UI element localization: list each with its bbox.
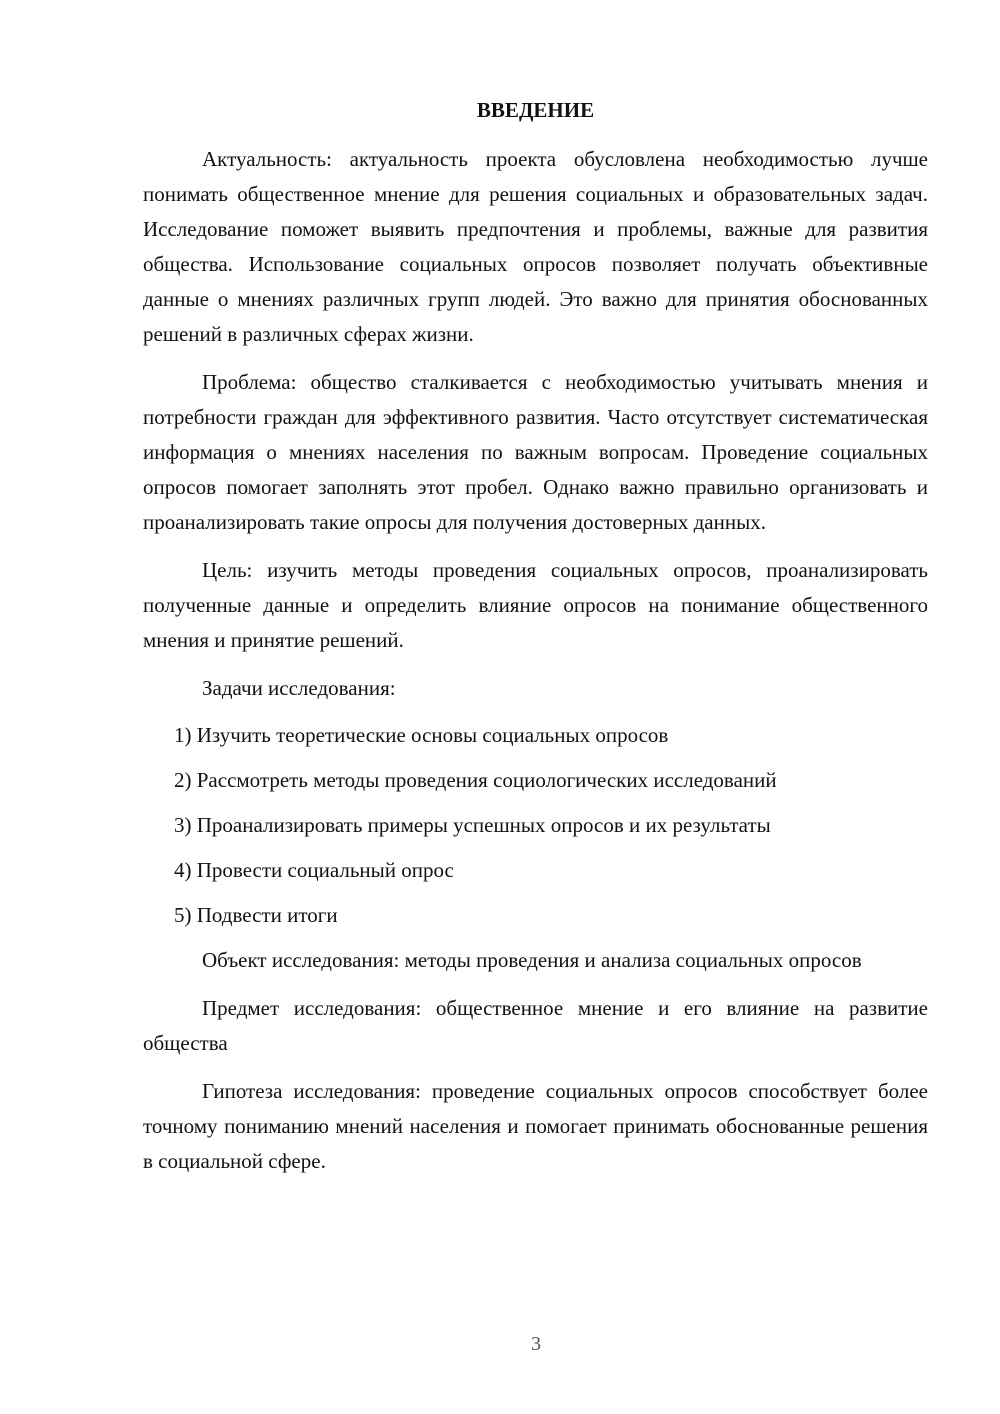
- paragraph-object: Объект исследования: методы проведения и анализа социальных опросов: [202, 948, 862, 972]
- paragraph-subject: Предмет исследования: общественное мнение и его влияние на развитие общества: [143, 996, 928, 1055]
- list-item: 4) Провести социальный опрос: [174, 858, 454, 882]
- paragraph-relevance: Актуальность: актуальность проекта обусловлена необходимостью лучше понимать общественное мнение для решения социальных и образовательных задач. Исследование поможет выявить предпочтения и проблемы, важные для развития общества. Использование социальных опросов позволяет получать объективные данные о мнениях различных групп людей. Это важно для принятия обоснованных решений в различных сферах жизни.: [143, 147, 928, 346]
- paragraph-hypothesis: Гипотеза исследования: проведение социальных опросов способствует более точному пониманию мнений населения и помогает принимать обоснованные решения в социальной сфере.: [143, 1079, 928, 1173]
- section-title: ВВЕДЕНИЕ: [476, 98, 595, 122]
- list-item: 3) Проанализировать примеры успешных опросов и их результаты: [174, 813, 771, 837]
- list-item: 1) Изучить теоретические основы социальных опросов: [174, 723, 669, 747]
- paragraph-goal: Цель: изучить методы проведения социальных опросов, проанализировать полученные данные и определить влияние опросов на понимание общественного мнения и принятие решений.: [143, 558, 928, 652]
- list-item: 5) Подвести итоги: [174, 903, 338, 927]
- list-item: 2) Рассмотреть методы проведения социологических исследований: [174, 768, 777, 792]
- tasks-list: [143, 718, 928, 933]
- paragraph-problem: Проблема: общество сталкивается с необходимостью учитывать мнения и потребности граждан для эффективного развития. Часто отсутствует систематическая информация о мнениях населения по важным вопросам. Проведение социальных опросов помогает заполнять этот пробел. Однако важно правильно организовать и проанализировать такие опросы для получения достоверных данных.: [143, 370, 928, 534]
- page-content: [143, 93, 928, 1192]
- tasks-heading: Задачи исследования:: [202, 676, 396, 700]
- page-number: 3: [531, 1333, 541, 1355]
